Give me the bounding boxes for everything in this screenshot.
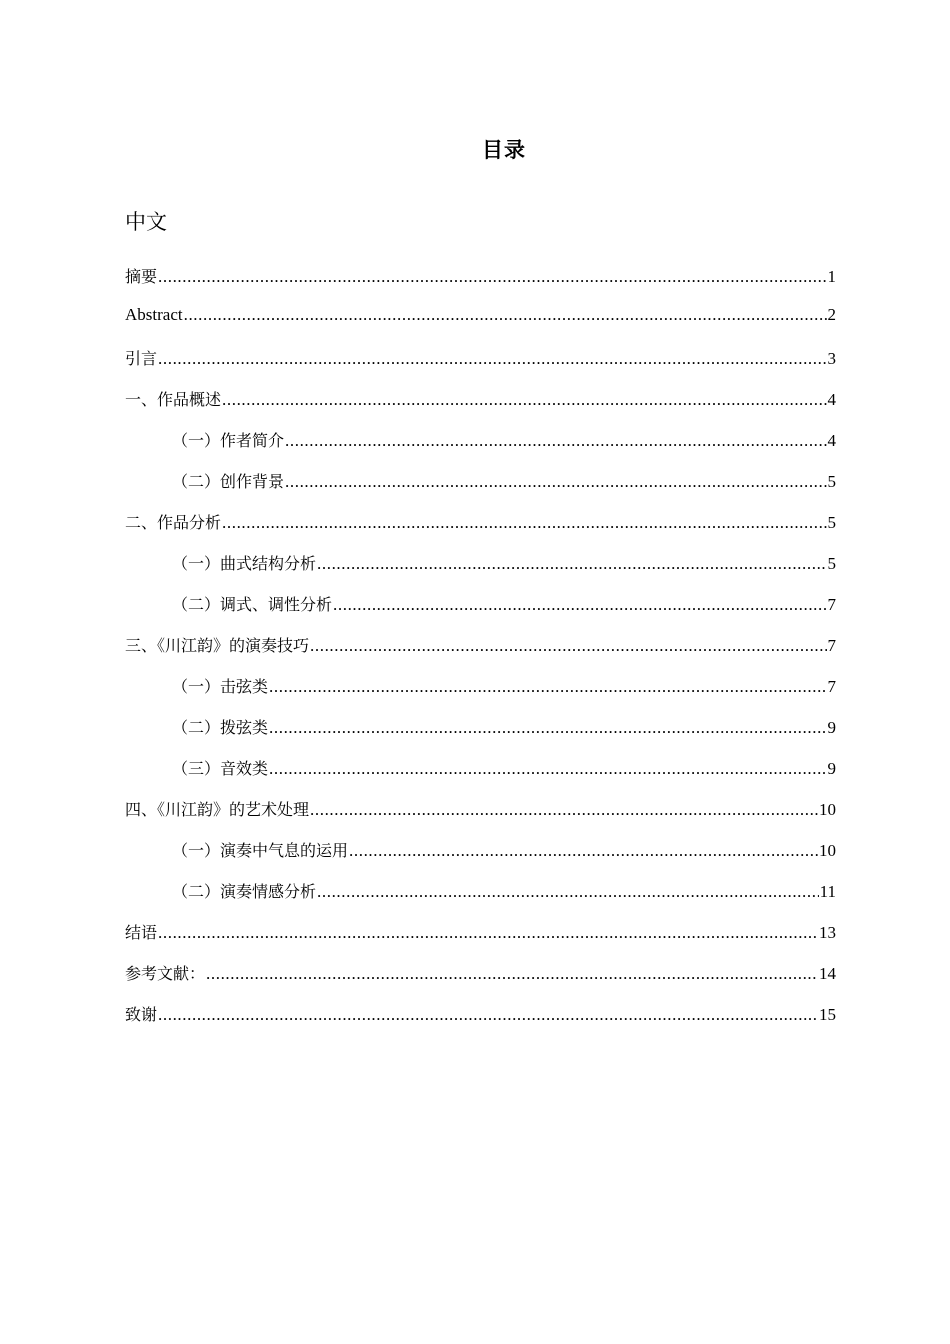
toc-page-number: 13 <box>819 923 836 942</box>
toc-entry-chapter-3-3[interactable] <box>125 756 836 797</box>
toc-page-number: 5 <box>827 472 836 491</box>
toc-entry-label: （三）音效类 <box>172 759 269 778</box>
toc-entry-abstract-en[interactable] <box>125 305 836 346</box>
toc-dot-leader <box>158 923 818 943</box>
toc-dot-leader <box>222 390 826 410</box>
toc-page-number: 10 <box>819 841 836 860</box>
toc-entry-chapter-2-2[interactable] <box>125 592 836 633</box>
toc-page-number: 5 <box>827 554 836 573</box>
toc-dot-leader <box>158 349 826 369</box>
toc-page-number: 14 <box>819 964 836 983</box>
toc-entry-chapter-2[interactable] <box>125 510 836 551</box>
toc-entry-label: （二）创作背景 <box>172 472 285 491</box>
toc-entry-label: 引言 <box>125 349 158 368</box>
toc-entry-label: （一）作者简介 <box>172 431 285 450</box>
toc-dot-leader <box>269 759 826 779</box>
toc-entry-label: （二）拨弦类 <box>172 718 269 737</box>
toc-dot-leader <box>310 636 826 656</box>
toc-entry-label: 二、作品分析 <box>125 513 222 532</box>
toc-page-number: 9 <box>827 718 836 737</box>
toc-entry-chapter-3-1[interactable] <box>125 674 836 715</box>
toc-page-number: 4 <box>827 390 836 409</box>
toc-entry-label: Abstract <box>125 305 183 324</box>
toc-entry-acknowledgements[interactable] <box>125 1002 836 1043</box>
toc-entry-label: （一）曲式结构分析 <box>172 554 317 573</box>
section-label: 中文 <box>125 210 167 234</box>
toc-entry-chapter-2-1[interactable] <box>125 551 836 592</box>
toc-entry-references[interactable] <box>125 961 836 1002</box>
toc-page-number: 7 <box>827 636 836 655</box>
toc-entry-chapter-1[interactable] <box>125 387 836 428</box>
toc-dot-leader <box>333 595 826 615</box>
table-of-contents <box>125 264 836 1043</box>
toc-dot-leader <box>285 472 826 492</box>
toc-entry-label: （一）击弦类 <box>172 677 269 696</box>
toc-entry-label: 一、作品概述 <box>125 390 222 409</box>
toc-dot-leader <box>349 841 818 861</box>
toc-page-number: 1 <box>827 267 836 286</box>
toc-entry-chapter-4-1[interactable] <box>125 838 836 879</box>
toc-page-number: 7 <box>827 595 836 614</box>
toc-dot-leader <box>285 431 826 451</box>
toc-entry-chapter-3-2[interactable] <box>125 715 836 756</box>
toc-dot-leader <box>310 800 818 820</box>
toc-dot-leader <box>158 1005 818 1025</box>
toc-entry-label: 四、《川江韵》的艺术处理 <box>125 800 310 819</box>
toc-entry-chapter-3[interactable] <box>125 633 836 674</box>
toc-entry-label: （二）演奏情感分析 <box>172 882 317 901</box>
toc-dot-leader <box>184 305 827 325</box>
toc-dot-leader <box>269 718 826 738</box>
toc-entry-introduction[interactable] <box>125 346 836 387</box>
toc-dot-leader <box>317 882 819 902</box>
toc-dot-leader <box>317 554 826 574</box>
toc-page-number: 10 <box>819 800 836 819</box>
page-title: 目录 <box>482 138 526 162</box>
toc-dot-leader <box>206 964 818 984</box>
toc-entry-label: 三、《川江韵》的演奏技巧 <box>125 636 310 655</box>
toc-page-number: 7 <box>827 677 836 696</box>
toc-page-number: 15 <box>819 1005 836 1024</box>
toc-entry-abstract-zh[interactable] <box>125 264 836 305</box>
toc-page-number: 2 <box>827 305 836 324</box>
toc-entry-label: 摘要 <box>125 267 158 286</box>
toc-entry-label: 结语 <box>125 923 158 942</box>
toc-entry-label: （一）演奏中气息的运用 <box>172 841 349 860</box>
toc-entry-chapter-1-2[interactable] <box>125 469 836 510</box>
toc-entry-chapter-4-2[interactable] <box>125 879 836 920</box>
toc-entry-label: 参考文献： <box>125 964 206 983</box>
toc-page-number: 3 <box>827 349 836 368</box>
toc-page-number: 4 <box>827 431 836 450</box>
toc-dot-leader <box>222 513 826 533</box>
toc-entry-label: 致谢 <box>125 1005 158 1024</box>
toc-dot-leader <box>158 267 826 287</box>
toc-entry-chapter-1-1[interactable] <box>125 428 836 469</box>
toc-entry-chapter-4[interactable] <box>125 797 836 838</box>
toc-entry-label: （二）调式、调性分析 <box>172 595 333 614</box>
toc-entry-conclusion[interactable] <box>125 920 836 961</box>
toc-dot-leader <box>269 677 826 697</box>
toc-page-number: 11 <box>819 882 836 901</box>
toc-page-number: 5 <box>827 513 836 532</box>
toc-page-number: 9 <box>827 759 836 778</box>
